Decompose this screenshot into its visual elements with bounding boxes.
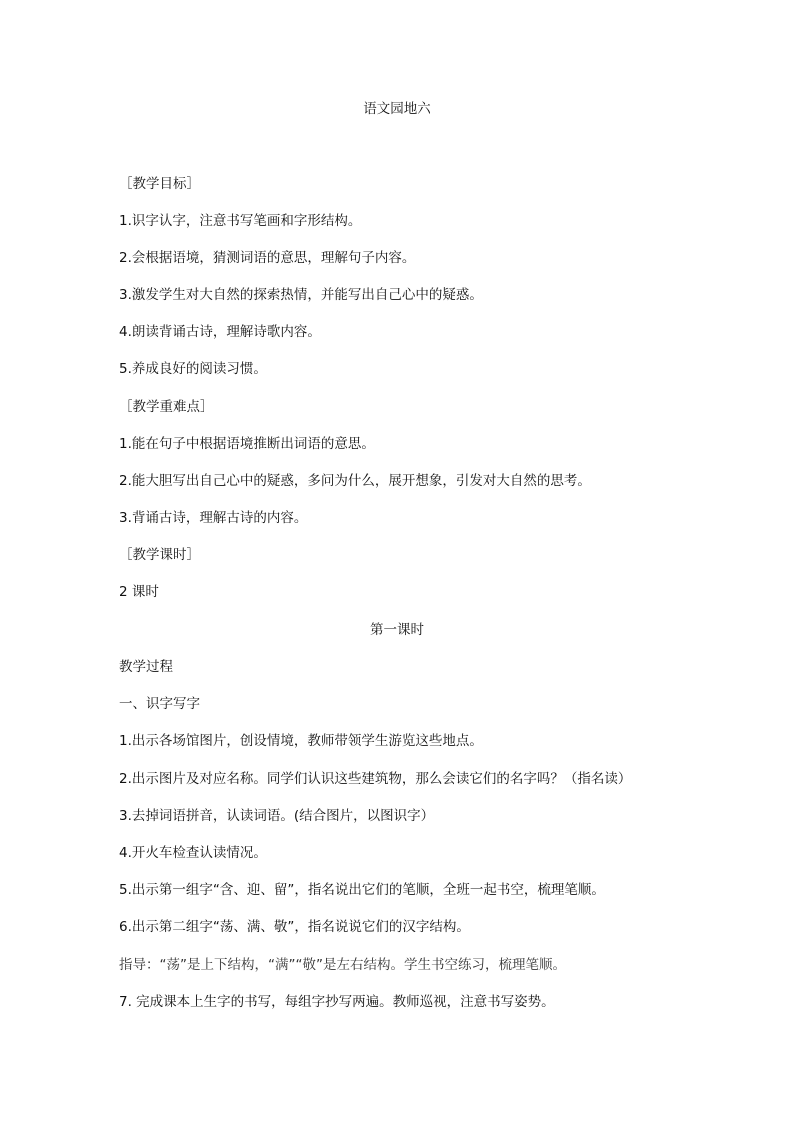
goal-item: 4.朗读背诵古诗，理解诗歌内容。 bbox=[119, 324, 321, 340]
hours-heading: ［教学课时］ bbox=[119, 547, 200, 563]
step-item: 3.去掉词语拼音，认读词语。(结合图片，以图识字） bbox=[119, 808, 435, 824]
key-point-item: 3.背诵古诗，理解古诗的内容。 bbox=[119, 510, 308, 526]
goals-heading: ［教学目标］ bbox=[119, 176, 200, 192]
step-item: 4.开火车检查认读情况。 bbox=[119, 845, 267, 861]
key-points-heading: ［教学重难点］ bbox=[119, 399, 214, 415]
key-point-item: 1.能在句子中根据语境推断出词语的意思。 bbox=[119, 436, 375, 452]
goal-item: 2.会根据语境，猜测词语的意思，理解句子内容。 bbox=[119, 250, 416, 266]
step-item: 5.出示第一组字“含、迎、留”，指名说出它们的笔顺，全班一起书空，梳理笔顺。 bbox=[119, 882, 605, 898]
key-point-item: 2.能大胆写出自己心中的疑惑，多问为什么，展开想象，引发对大自然的思考。 bbox=[119, 473, 591, 489]
lesson-title: 第一课时 bbox=[370, 622, 424, 638]
process-heading: 教学过程 bbox=[119, 659, 173, 675]
section-heading: 一、识字写字 bbox=[119, 696, 200, 712]
hours-value: 2 课时 bbox=[119, 584, 159, 600]
goal-item: 1.识字认字，注意书写笔画和字形结构。 bbox=[119, 213, 362, 229]
step-item: 2.出示图片及对应名称。同学们认识这些建筑物，那么会读它们的名字吗？（指名读） bbox=[119, 771, 632, 787]
document-title: 语文园地六 bbox=[363, 101, 431, 117]
step-item: 1.出示各场馆图片，创设情境，教师带领学生游览这些地点。 bbox=[119, 733, 483, 749]
step-item: 6.出示第二组字“荡、满、敬”，指名说说它们的汉字结构。 bbox=[119, 919, 470, 935]
step-item: 7. 完成课本上生字的书写，每组字抄写两遍。教师巡视，注意书写姿势。 bbox=[119, 994, 555, 1010]
goal-item: 5.养成良好的阅读习惯。 bbox=[119, 361, 267, 377]
guidance-note: 指导：“荡”是上下结构，“满”“敬”是左右结构。学生书空练习，梳理笔顺。 bbox=[119, 957, 566, 973]
goal-item: 3.激发学生对大自然的探索热情，并能写出自己心中的疑惑。 bbox=[119, 287, 483, 303]
